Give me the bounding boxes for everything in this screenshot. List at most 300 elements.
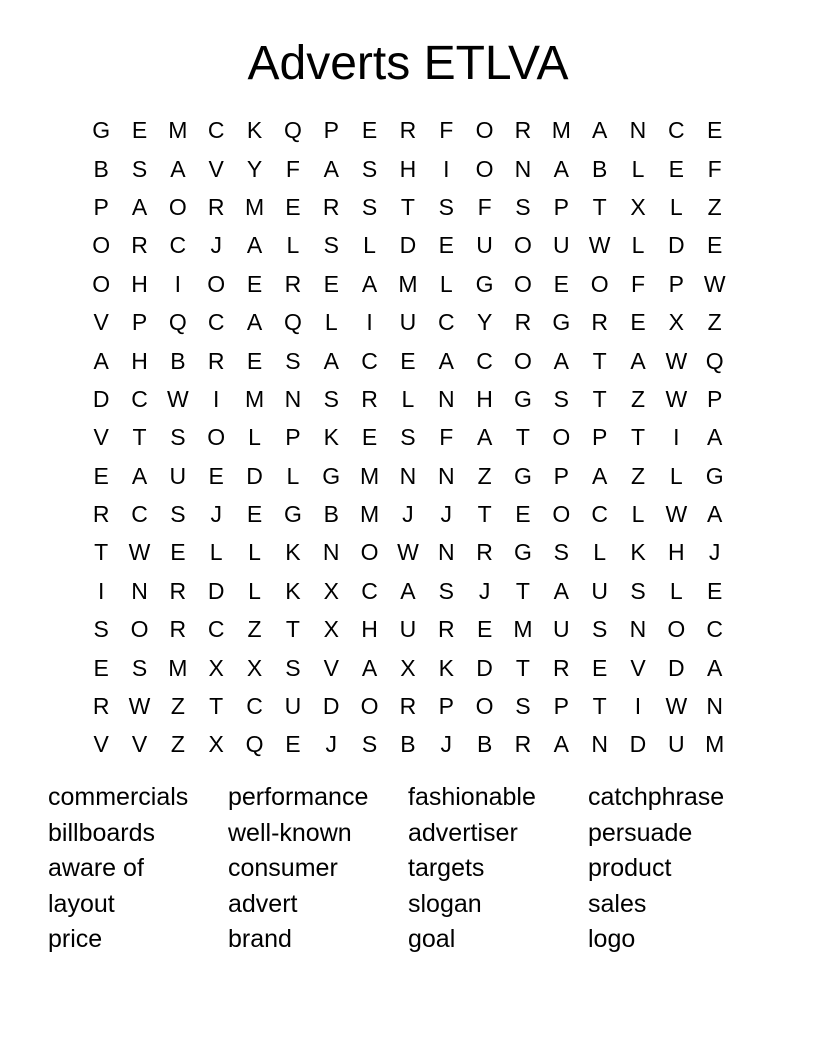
grid-letter: E	[361, 424, 378, 451]
grid-letter: H	[399, 155, 417, 182]
grid-letter: K	[323, 424, 339, 451]
grid-letter: Z	[630, 385, 646, 412]
grid-letter: P	[707, 385, 723, 412]
grid-letter: O	[514, 232, 532, 259]
grid-letter: E	[476, 616, 493, 643]
grid-letter: F	[630, 270, 646, 297]
grid-letter: O	[92, 270, 111, 297]
grid-letter: L	[248, 539, 261, 566]
grid-letter: X	[668, 309, 684, 336]
grid-letter: O	[360, 693, 379, 720]
grid-letter: A	[553, 731, 569, 758]
grid-letter: V	[208, 155, 224, 182]
word-list-item: well-known	[228, 818, 352, 847]
grid-letter: I	[366, 309, 373, 336]
grid-letter: E	[707, 577, 723, 604]
grid-letter: Q	[283, 309, 302, 336]
grid-row	[82, 418, 734, 456]
grid-letter: E	[553, 270, 569, 297]
grid-letter: E	[591, 654, 608, 681]
grid-letter: C	[169, 232, 187, 259]
grid-letter: S	[630, 577, 646, 604]
grid-letter: N	[399, 462, 417, 489]
grid-letter: O	[475, 693, 494, 720]
grid-letter: Z	[247, 616, 262, 643]
grid-letter: E	[668, 155, 684, 182]
grid-letter: G	[92, 117, 111, 144]
grid-letter: A	[131, 193, 148, 220]
grid-letter: H	[131, 347, 148, 374]
word-list-item: layout	[48, 889, 115, 918]
grid-letter: C	[131, 385, 148, 412]
grid-letter: S	[361, 155, 378, 182]
grid-letter: Z	[707, 309, 722, 336]
grid-letter: K	[285, 577, 301, 604]
grid-letter: B	[591, 155, 608, 182]
grid-letter: I	[174, 270, 182, 297]
grid-letter: O	[552, 501, 571, 528]
grid-letter: S	[93, 616, 109, 643]
grid-letter: N	[322, 539, 340, 566]
grid-letter: A	[323, 155, 339, 182]
grid-row	[82, 725, 734, 763]
grid-letter: F	[439, 424, 454, 451]
grid-letter: T	[515, 577, 530, 604]
grid-letter: A	[93, 347, 109, 374]
grid-letter: S	[285, 347, 301, 374]
grid-letter: C	[591, 501, 608, 528]
grid-letter: R	[514, 731, 532, 758]
grid-letter: O	[130, 616, 149, 643]
grid-letter: L	[286, 462, 300, 489]
grid-letter: R	[284, 270, 302, 297]
grid-letter: G	[322, 462, 341, 489]
grid-letter: S	[170, 424, 186, 451]
grid-letter: X	[208, 654, 224, 681]
grid-letter: V	[93, 424, 109, 451]
grid-letter: C	[476, 347, 493, 374]
grid-letter: O	[207, 424, 226, 451]
grid-letter: C	[437, 309, 455, 336]
grid-row	[82, 457, 734, 495]
grid-letter: H	[668, 539, 685, 566]
grid-letter: L	[286, 232, 300, 259]
grid-letter: C	[207, 616, 225, 643]
grid-letter: W	[128, 539, 151, 566]
grid-row	[82, 648, 734, 686]
grid-letter: R	[207, 193, 225, 220]
grid-letter: N	[706, 693, 723, 720]
grid-letter: F	[707, 155, 722, 182]
grid-letter: G	[514, 462, 532, 489]
grid-letter: E	[285, 731, 301, 758]
word-list-item: consumer	[228, 854, 338, 883]
grid-letter: P	[591, 424, 608, 451]
grid-letter: S	[131, 155, 148, 182]
grid-letter: Q	[283, 117, 302, 144]
grid-letter: N	[437, 385, 455, 412]
grid-letter: M	[705, 731, 725, 758]
grid-letter: R	[169, 577, 187, 604]
grid-letter: C	[668, 117, 685, 144]
grid-letter: C	[207, 117, 225, 144]
grid-letter: F	[439, 117, 454, 144]
grid-letter: I	[673, 424, 680, 451]
word-list-item: brand	[228, 925, 292, 954]
grid-letter: X	[208, 731, 224, 758]
grid-letter: M	[551, 117, 571, 144]
word-list-item: catchphrase	[588, 783, 725, 811]
grid-letter: U	[552, 616, 570, 643]
word-list-item: slogan	[408, 889, 482, 918]
grid-letter: Y	[476, 309, 493, 336]
grid-letter: A	[361, 654, 378, 681]
grid-letter: B	[93, 155, 109, 182]
grid-letter: R	[92, 693, 110, 720]
grid-letter: A	[707, 424, 723, 451]
grid-letter: O	[514, 270, 532, 297]
grid-letter: L	[248, 577, 261, 604]
grid-letter: A	[553, 577, 569, 604]
grid-row	[82, 572, 734, 610]
grid-letter: D	[476, 654, 493, 681]
grid-letter: T	[592, 385, 607, 412]
grid-letter: U	[399, 309, 417, 336]
grid-letter: Z	[170, 731, 185, 758]
grid-letter: D	[668, 232, 685, 259]
grid-letter: G	[552, 309, 571, 336]
grid-letter: J	[210, 501, 222, 528]
grid-letter: G	[475, 270, 494, 297]
grid-letter: Y	[246, 155, 263, 182]
grid-letter: R	[437, 616, 455, 643]
grid-letter: T	[592, 347, 607, 374]
grid-letter: W	[397, 539, 419, 566]
grid-letter: W	[588, 232, 611, 259]
grid-letter: C	[131, 501, 148, 528]
word-list-item: persuade	[588, 818, 693, 847]
grid-letter: P	[131, 309, 148, 336]
grid-letter: T	[515, 654, 530, 681]
grid-letter: D	[629, 731, 647, 758]
grid-letter: S	[323, 232, 339, 259]
grid-letter: O	[168, 193, 187, 220]
grid-letter: P	[553, 462, 569, 489]
grid-letter: N	[131, 577, 148, 604]
grid-letter: X	[246, 654, 263, 681]
grid-letter: P	[285, 424, 301, 451]
grid-letter: P	[438, 693, 454, 720]
grid-letter: L	[248, 424, 261, 451]
grid-letter: A	[131, 462, 148, 489]
grid-letter: A	[553, 155, 569, 182]
grid-letter: L	[631, 232, 645, 259]
grid-letter: R	[207, 347, 225, 374]
grid-letter: H	[476, 385, 493, 412]
grid-letter: E	[630, 309, 646, 336]
grid-letter: L	[439, 270, 453, 297]
grid-letter: O	[552, 424, 571, 451]
grid-row	[82, 341, 734, 379]
grid-letter: E	[131, 117, 148, 144]
grid-row	[82, 303, 734, 341]
grid-letter: Z	[707, 193, 722, 220]
grid-letter: A	[246, 232, 263, 259]
grid-letter: V	[323, 654, 339, 681]
grid-letter: Q	[168, 309, 187, 336]
word-list-item: fashionable	[408, 783, 536, 811]
grid-letter: S	[515, 193, 531, 220]
grid-letter: W	[703, 270, 726, 297]
grid-letter: O	[590, 270, 609, 297]
grid-letter: H	[361, 616, 378, 643]
grid-letter: M	[359, 501, 380, 528]
grid-letter: E	[93, 654, 109, 681]
grid-letter: I	[213, 385, 220, 412]
grid-letter: A	[438, 347, 454, 374]
grid-letter: E	[246, 501, 263, 528]
grid-row	[82, 610, 734, 648]
grid-letter: L	[669, 577, 683, 604]
grid-letter: L	[631, 155, 645, 182]
grid-letter: C	[706, 616, 723, 643]
word-list-item: price	[48, 925, 103, 954]
grid-letter: A	[170, 155, 186, 182]
grid-letter: A	[476, 424, 493, 451]
grid-letter: P	[93, 193, 109, 220]
word-list-item: advertiser	[408, 818, 518, 847]
grid-letter: U	[591, 577, 608, 604]
grid-letter: U	[169, 462, 187, 489]
grid-letter: Z	[477, 462, 492, 489]
grid-letter: E	[93, 462, 109, 489]
grid-row	[82, 188, 734, 226]
grid-letter: R	[399, 693, 417, 720]
grid-letter: S	[285, 654, 301, 681]
grid-row	[82, 380, 734, 418]
word-list	[48, 780, 768, 958]
grid-letter: Q	[705, 347, 724, 374]
grid-letter: M	[359, 462, 380, 489]
grid-letter: J	[440, 731, 453, 758]
grid-letter: A	[323, 347, 339, 374]
grid-letter: O	[475, 155, 494, 182]
word-list-item: sales	[588, 889, 647, 918]
grid-letter: E	[285, 193, 301, 220]
grid-letter: E	[438, 232, 454, 259]
grid-letter: R	[361, 385, 378, 412]
grid-letter: T	[630, 424, 646, 451]
grid-letter: W	[167, 385, 189, 412]
grid-letter: S	[515, 693, 531, 720]
grid-letter: A	[707, 654, 723, 681]
grid-letter: D	[92, 385, 110, 412]
grid-letter: B	[170, 347, 186, 374]
grid-letter: X	[400, 654, 416, 681]
grid-letter: F	[477, 193, 492, 220]
grid-letter: L	[593, 539, 607, 566]
grid-letter: O	[360, 539, 379, 566]
grid-letter: L	[209, 539, 223, 566]
grid-letter: N	[591, 731, 608, 758]
grid-letter: B	[476, 731, 493, 758]
grid-letter: S	[591, 616, 608, 643]
grid-letter: E	[707, 117, 723, 144]
grid-letter: T	[209, 693, 224, 720]
grid-letter: W	[665, 693, 688, 720]
grid-letter: C	[361, 577, 378, 604]
grid-letter: X	[630, 193, 646, 220]
grid-letter: S	[361, 193, 378, 220]
grid-letter: S	[553, 539, 569, 566]
grid-letter: W	[128, 693, 151, 720]
grid-letter: Z	[170, 693, 185, 720]
grid-letter: I	[634, 693, 642, 720]
grid-letter: L	[324, 309, 338, 336]
grid-letter: M	[168, 654, 188, 681]
grid-letter: R	[92, 501, 110, 528]
grid-letter: V	[93, 731, 109, 758]
grid-letter: E	[208, 462, 224, 489]
grid-letter: D	[322, 693, 340, 720]
word-list-item: product	[588, 854, 672, 883]
grid-letter: S	[553, 385, 569, 412]
grid-letter: D	[246, 462, 263, 489]
grid-letter: N	[514, 155, 532, 182]
grid-letter: J	[402, 501, 414, 528]
grid-letter: A	[591, 462, 608, 489]
word-list-item: advert	[228, 889, 298, 918]
grid-letter: E	[246, 270, 263, 297]
grid-letter: U	[668, 731, 685, 758]
grid-letter: S	[323, 385, 339, 412]
grid-letter: D	[399, 232, 417, 259]
grid-letter: E	[246, 347, 263, 374]
grid-letter: A	[246, 309, 263, 336]
grid-letter: L	[363, 232, 376, 259]
grid-row	[82, 226, 734, 264]
grid-letter: N	[437, 539, 455, 566]
grid-letter: S	[170, 501, 186, 528]
grid-letter: V	[131, 731, 148, 758]
grid-letter: S	[361, 731, 378, 758]
word-list-item: goal	[408, 925, 456, 954]
grid-letter: X	[323, 577, 339, 604]
grid-letter: T	[592, 693, 607, 720]
word-list-item: performance	[228, 783, 369, 811]
grid-letter: D	[207, 577, 225, 604]
grid-letter: O	[475, 117, 494, 144]
grid-letter: A	[630, 347, 646, 374]
grid-letter: J	[708, 539, 721, 566]
grid-letter: L	[669, 193, 683, 220]
grid-letter: O	[667, 616, 686, 643]
grid-letter: E	[361, 117, 378, 144]
grid-letter: P	[668, 270, 684, 297]
grid-letter: P	[553, 193, 569, 220]
grid-letter: X	[323, 616, 339, 643]
grid-letter: M	[244, 193, 265, 220]
grid-letter: V	[93, 309, 109, 336]
word-list-item: aware of	[48, 854, 144, 883]
grid-letter: B	[400, 731, 416, 758]
grid-letter: M	[244, 385, 265, 412]
grid-letter: R	[552, 654, 570, 681]
grid-row	[82, 111, 734, 149]
grid-letter: R	[322, 193, 340, 220]
grid-letter: Q	[245, 731, 264, 758]
grid-letter: I	[443, 155, 450, 182]
grid-letter: R	[169, 616, 187, 643]
grid-letter: T	[400, 193, 415, 220]
grid-letter: N	[629, 616, 647, 643]
grid-letter: T	[132, 424, 147, 451]
grid-letter: L	[669, 462, 683, 489]
grid-letter: K	[285, 539, 301, 566]
grid-letter: D	[668, 654, 685, 681]
grid-row	[82, 265, 734, 303]
grid-letter: A	[591, 117, 608, 144]
grid-row	[82, 533, 734, 571]
grid-letter: M	[168, 117, 188, 144]
grid-letter: T	[285, 616, 300, 643]
grid-letter: A	[400, 577, 416, 604]
word-list-item: targets	[408, 854, 485, 883]
grid-row	[82, 149, 734, 187]
grid-letter: U	[399, 616, 417, 643]
grid-letter: G	[283, 501, 302, 528]
grid-letter: U	[552, 232, 570, 259]
grid-letter: T	[592, 193, 607, 220]
grid-letter: N	[284, 385, 302, 412]
grid-letter: T	[477, 501, 492, 528]
grid-letter: W	[665, 347, 688, 374]
grid-letter: A	[361, 270, 378, 297]
grid-letter: V	[630, 654, 646, 681]
grid-letter: G	[705, 462, 724, 489]
grid-row	[82, 687, 734, 725]
grid-letter: C	[207, 309, 225, 336]
grid-letter: L	[401, 385, 415, 412]
grid-letter: M	[398, 270, 418, 297]
grid-letter: A	[553, 347, 569, 374]
grid-letter: E	[170, 539, 186, 566]
grid-letter: M	[513, 616, 533, 643]
grid-letter: C	[246, 693, 263, 720]
grid-letter: R	[591, 309, 608, 336]
word-list-item: billboards	[48, 818, 156, 847]
grid-letter: E	[515, 501, 531, 528]
grid-letter: R	[514, 309, 532, 336]
grid-letter: I	[97, 577, 105, 604]
grid-letter: R	[514, 117, 532, 144]
grid-letter: U	[284, 693, 302, 720]
grid-letter: E	[707, 232, 723, 259]
grid-letter: S	[131, 654, 148, 681]
grid-letter: L	[631, 501, 645, 528]
grid-letter: O	[207, 270, 226, 297]
grid-letter: B	[323, 501, 339, 528]
grid-letter: S	[438, 577, 454, 604]
grid-letter: R	[399, 117, 417, 144]
grid-letter: J	[440, 501, 453, 528]
word-list-item: logo	[588, 925, 636, 954]
grid-letter: E	[323, 270, 339, 297]
letter-grid	[82, 111, 734, 764]
grid-letter: N	[437, 462, 455, 489]
grid-letter: K	[246, 117, 263, 144]
grid-letter: E	[400, 347, 416, 374]
